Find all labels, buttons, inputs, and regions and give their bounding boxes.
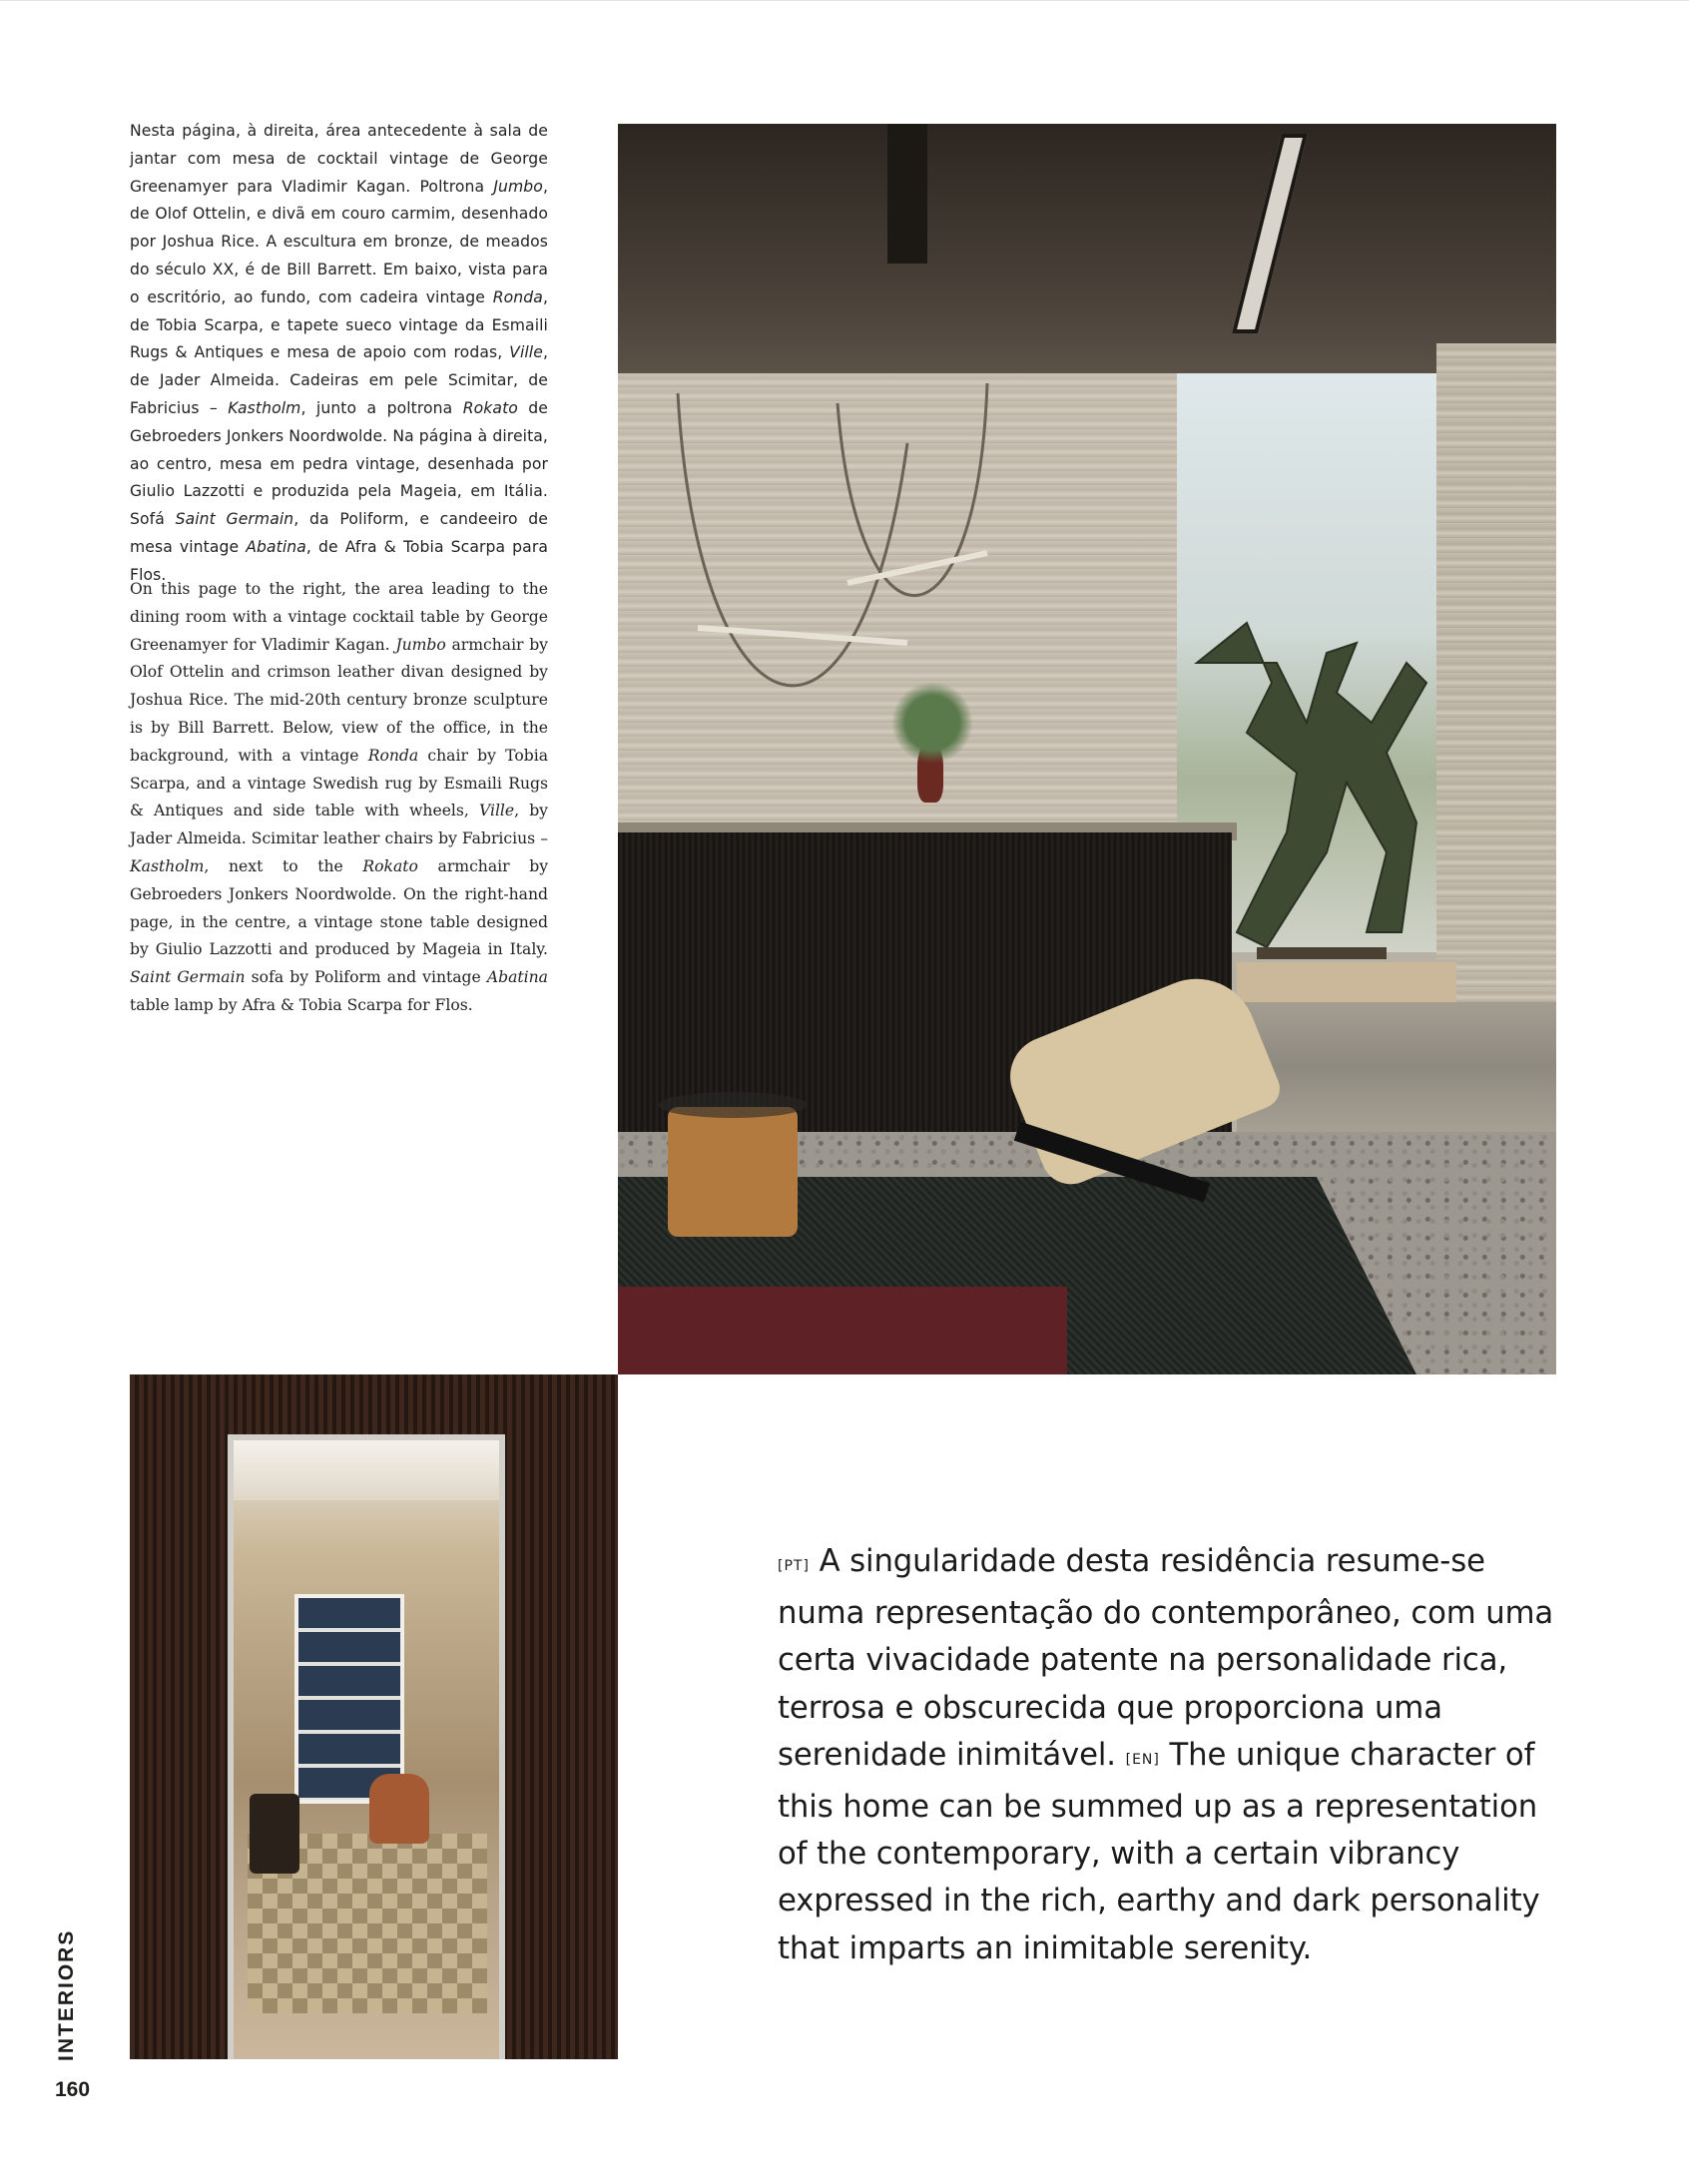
wood-side-table [668,1107,798,1237]
caption-english: On this page to the right, the area leading to the dining room with a vintage cocktail table by George Greenamyer for Vladimir Kagan. Jumbo armchair by Olof Ottelin and crimson leather divan designed by Joshua Rice. The mid-20th century bronze sculpture is by Bill Barrett. Below, view of the office, in the background, with a vintage Ronda chair by Tobia Scarpa, and a vintage Swedish rug by Esmaili Rugs & Antiques and side table with wheels, Ville, by Jader Almeida. Scimitar leather chairs by Fabricius – Kastholm, next to the Rokato armchair by Gebroeders Jonkers Noordwolde. On the right-hand page, in the centre, a vintage stone table designed by Giulio Lazzotti and produced by Mageia in Italy. Saint Germain sofa by Poliform and vintage Abatina table lamp by Afra & Tobia Scarpa for Flos. [130,580,549,1014]
leather-chair [369,1774,429,1844]
page-number: 160 [55,2078,91,2101]
side-table [250,1794,299,1874]
crimson-divan [618,1287,1067,1374]
ceiling-beam [887,124,927,264]
bookshelf [294,1594,404,1804]
language-tag-en: [EN] [1125,1751,1160,1768]
quote-text-pt: A singularidade desta residência resume-se numa representação do contemporâneo, com uma certa vivacidade patente na personalidade rica, terrosa e obscurecida que proporciona uma serenidade inimitável. [778,1544,1554,1773]
living-room-photo [618,124,1556,1374]
pull-quote [778,1538,1556,1972]
side-wall [1436,343,1556,1002]
quote-text-en: The unique character of this home can be summed up as a representation of the contemporary, with a certain vibrancy expressed in the rich, earthy and dark personality that imparts an inimitable serenity. [778,1737,1540,1966]
language-tag-pt: [PT] [778,1558,810,1574]
cove-lighting [234,1440,499,1500]
glass-tabletop [658,1092,808,1118]
platform-step [1237,962,1456,1007]
terrazzo-steps [1237,1002,1556,1132]
section-label: INTERIORS [55,1928,78,2061]
caption-portuguese: Nesta página, à direita, área antecedente à sala de jantar com mesa de cocktail vintage de George Greenamyer para Vladimir Kagan. Poltrona Jumbo, de Olof Ottelin, e divã em couro carmim, desenhado por Joshua Rice. A escultura em bronze, de meados do século XX, é de Bill Barrett. Em baixo, vista para o escritório, ao fundo, com cadeira vintage Ronda, de Tobia Scarpa, e tapete sueco vintage da Esmaili Rugs & Antiques e mesa de apoio com rodas, Ville, de Jader Almeida. Cadeiras em pele Scimitar, de Fabricius – Kastholm, junto a poltrona Rokato de Gebroeders Jonkers Noordwolde. Na página à direita, ao centro, mesa em pedra vintage, desenhada por Giulio Lazzotti e produzida pela Mageia, em Itália. Sofá Saint Germain, da Poliform, e candeeiro de mesa vintage Abatina, de Afra & Tobia Scarpa para Flos. [130,122,549,584]
top-rule [0,0,1689,1]
pendant-lamp [658,244,1017,803]
office-doorway-photo [130,1374,618,2059]
bronze-sculpture [1177,603,1446,962]
